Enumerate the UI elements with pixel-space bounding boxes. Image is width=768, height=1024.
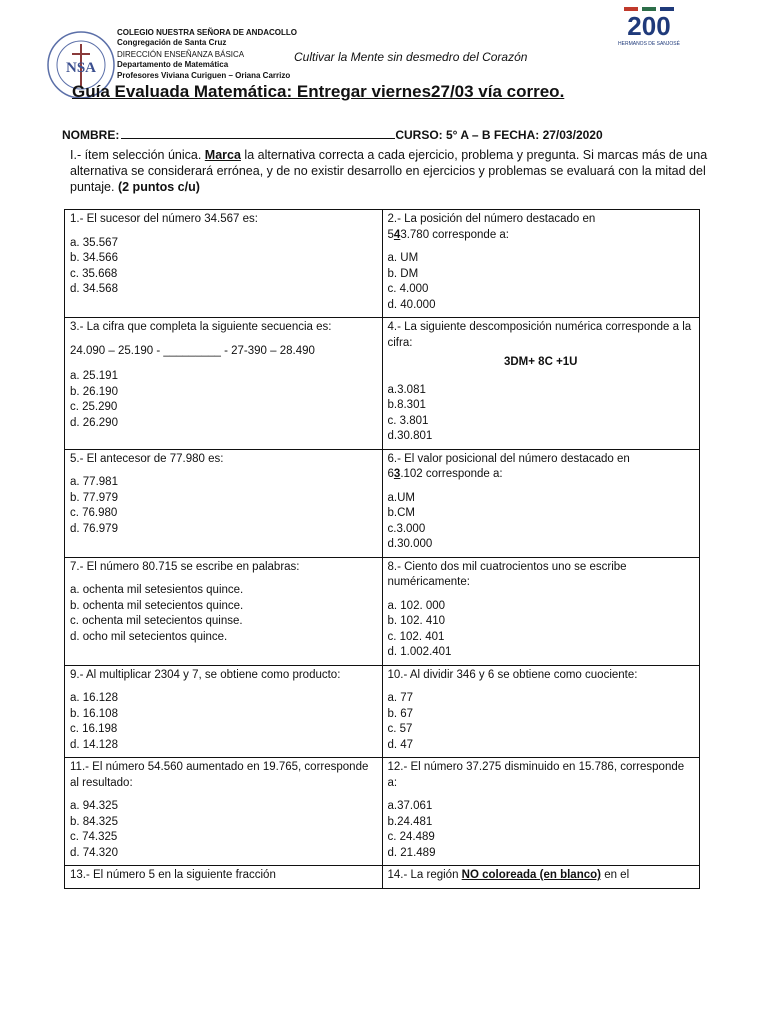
option[interactable]: a. UM (387, 252, 419, 264)
option[interactable]: c.3.000 (387, 522, 426, 535)
option[interactable]: c. 24.489 (387, 831, 435, 843)
student-info-line (62, 128, 603, 142)
option[interactable]: b. 26.190 (70, 385, 118, 398)
question-13: 13.- El número 5 en la siguiente fracción (65, 866, 383, 889)
option[interactable]: d. 1.002.401 (387, 646, 452, 658)
option[interactable]: a.UM (387, 491, 415, 504)
course-date: CURSO: 5° A – B FECHA: 27/03/2020 (395, 128, 603, 142)
school-motto: Cultivar la Mente sin desmedro del Corazón (294, 50, 528, 64)
question-9: 9.- Al multiplicar 2304 y 7, se obtiene como producto: a. 16.128 b. 16.108 c. 16.198 d. 14.128 (65, 665, 383, 758)
underlined-phrase: NO coloreada (en blanco) (461, 869, 601, 881)
option[interactable]: c. 74.325 (70, 831, 118, 843)
question-4: 4.- La siguiente descomposición numérica corresponde a la cifra: 3DM+ 8C +1U a.3.081 b.8.301 c. 3.801 d.30.801 (382, 318, 700, 450)
option[interactable]: a. 102. 000 (387, 599, 446, 612)
option[interactable]: b. 67 (387, 707, 414, 720)
question-5: 5.- El antecesor de 77.980 es: a. 77.981 b. 77.979 c. 76.980 d. 76.979 (65, 449, 383, 557)
option[interactable]: a. 16.128 (70, 692, 118, 704)
option[interactable]: c. 3.801 (387, 414, 429, 427)
option[interactable]: c. 57 (387, 723, 413, 735)
teachers: Profesores Viviana Curiguen – Oriana Carrizo (117, 70, 291, 80)
department: Departamento de Matemática (117, 60, 229, 70)
option[interactable]: b. 84.325 (70, 815, 118, 828)
decomposition: 3DM+ 8C +1U (503, 356, 578, 368)
question-3: 3.- La cifra que completa la siguiente secuencia es: 24.090 – 25.190 - _________ - 27-390 – 28.490 a. 25.191 b. 26.190 c. 25.290 d. 26.290 (65, 318, 383, 450)
option[interactable]: d.30.801 (387, 430, 433, 442)
name-blank[interactable] (121, 128, 395, 139)
option[interactable]: a. ochenta mil setesientos quince. (70, 584, 244, 596)
instructions: I.- ítem selección única. Marca la alternativa correcta a cada ejercicio, problema y pregunta. Si marcas más de una alternativa se considerará errónea, y de no existir desarrollo en ejercicios y problemas se evaluará con la mitad del puntaje. (2 puntos c/u) (70, 148, 708, 194)
highlighted-digit: 3 (393, 468, 401, 480)
option[interactable]: b. 16.108 (70, 707, 118, 720)
question-11: 11.- El número 54.560 aumentado en 19.765, corresponde al resultado: a. 94.325 b. 84.325 c. 74.325 d. 74.320 (65, 758, 383, 866)
option[interactable]: a.3.081 (387, 383, 426, 396)
question-12: 12.- El número 37.275 disminuido en 15.786, corresponde a: a.37.061 b.24.481 c. 24.489 d. 21.489 (382, 758, 700, 866)
option[interactable]: c. 35.668 (70, 267, 118, 280)
option[interactable]: a.37.061 (387, 800, 433, 812)
svg-text:NSA: NSA (65, 60, 97, 76)
option[interactable]: b. ochenta mil setecientos quince. (70, 599, 244, 612)
option[interactable]: b. 77.979 (70, 491, 118, 504)
option[interactable]: d. 34.568 (70, 283, 118, 295)
question-14: 14.- La región NO coloreada (en blanco) en el (382, 866, 700, 889)
question-7: 7.- El número 80.715 se escribe en palabras: a. ochenta mil setesientos quince. b. ochenta mil setecientos quince. c. ochenta mil setecientos quinse. d. ocho mil setecientos quince. (65, 557, 383, 665)
svg-text:200: 200 (627, 11, 671, 41)
option[interactable]: b.8.301 (387, 399, 426, 411)
question-1: 1.- El sucesor del número 34.567 es: a. 35.567 b. 34.566 c. 35.668 d. 34.568 (65, 210, 383, 318)
number-sequence: 24.090 – 25.190 - _________ - 27-390 – 28.490 (70, 344, 315, 357)
option[interactable]: c. 16.198 (70, 723, 118, 735)
option[interactable]: c. 102. 401 (387, 630, 445, 643)
option[interactable]: d. 40.000 (387, 298, 436, 311)
option[interactable]: b. DM (387, 267, 419, 280)
option[interactable]: d. 14.128 (70, 738, 118, 751)
school-name: COLEGIO NUESTRA SEÑORA DE ANDACOLLO (117, 28, 298, 37)
option[interactable]: d. 26.290 (70, 416, 118, 429)
option[interactable]: a. 77 (387, 692, 414, 704)
question-6: 6.- El valor posicional del número destacado en 63.102 corresponde a: a.UM b.CM c.3.000 d.30.000 (382, 449, 700, 557)
option[interactable]: d. 74.320 (70, 846, 118, 859)
points-note: (2 puntos c/u) (117, 180, 200, 194)
option[interactable]: d. 21.489 (387, 846, 436, 859)
highlighted-digit: 4 (393, 228, 401, 241)
option[interactable]: c. 4.000 (387, 283, 429, 295)
option[interactable]: a. 35.567 (70, 236, 118, 249)
direction: DIRECCIÓN ENSEÑANZA BÁSICA (117, 49, 245, 59)
mark-word: Marca (204, 148, 241, 162)
questions-table (64, 209, 700, 889)
document-title: Guía Evaluada Matemática: Entregar viernes27/03 vía correo. (72, 82, 565, 101)
option[interactable]: b. 102. 410 (387, 615, 446, 627)
option[interactable]: c. 76.980 (70, 507, 118, 519)
question-10: 10.- Al dividir 346 y 6 se obtiene como cuociente: a. 77 b. 67 c. 57 d. 47 (382, 665, 700, 758)
option[interactable]: a. 94.325 (70, 800, 118, 812)
option[interactable]: d. 76.979 (70, 522, 118, 535)
option[interactable]: d. ocho mil setecientos quince. (70, 630, 228, 643)
option[interactable]: a. 25.191 (70, 370, 118, 382)
option[interactable]: c. ochenta mil setecientos quinse. (70, 615, 243, 627)
option[interactable]: d.30.000 (387, 538, 433, 550)
school-info (117, 28, 297, 81)
option[interactable]: b.24.481 (387, 815, 433, 828)
option[interactable]: c. 25.290 (70, 401, 118, 413)
name-label: NOMBRE: (62, 128, 120, 142)
option[interactable]: b.CM (387, 507, 415, 519)
option[interactable]: b. 34.566 (70, 252, 118, 264)
question-2: 2.- La posición del número destacado en 543.780 corresponde a: a. UM b. DM c. 4.000 d. 40.000 (382, 210, 700, 318)
question-8: 8.- Ciento dos mil cuatrocientos uno se escribe numéricamente: a. 102. 000 b. 102. 410 c. 102. 401 d. 1.002.401 (382, 557, 700, 665)
congregation: Congregación de Santa Cruz (117, 38, 227, 48)
option[interactable]: a. 77.981 (70, 476, 118, 488)
option[interactable]: d. 47 (387, 738, 414, 751)
svg-text:HERMANOS DE SANJOSÉ: HERMANOS DE SANJOSÉ (618, 41, 680, 47)
anniversary-logo (614, 5, 684, 57)
